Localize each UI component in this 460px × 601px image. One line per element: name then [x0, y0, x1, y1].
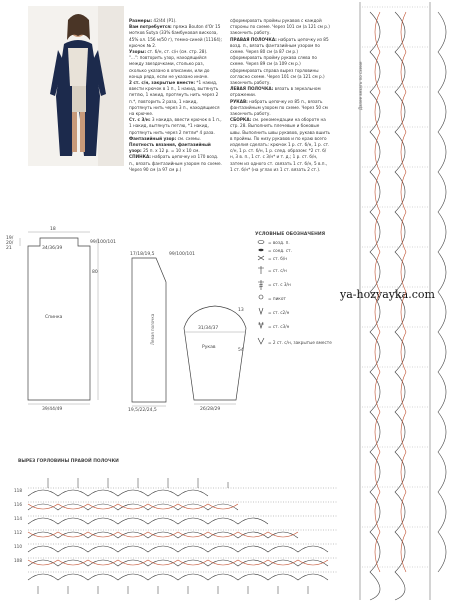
- need-label: Вам потребуется:: [129, 24, 172, 30]
- instructions-column-2: [230, 18, 330, 173]
- right-front-label: ПРАВАЯ ПОЛОЧКА:: [230, 36, 277, 42]
- assembly-label: СБОРКА:: [230, 117, 252, 123]
- sleeve-width-bottom: 26/28/29: [200, 407, 221, 412]
- assembly-value: см. рекомендации на обороте на стр. 28. Выполнить плечевые и боковые швы. Выполнить швы рукавов, рукава вшить в проймы. По низу рукавов и по краю всего изделия сделать: крючок 1 р. ст. б/н, 1 р. ст. с/н, 1 р. ст. б/н, 1 р. след. образом: *2 ст. б/н, 3 в. п., 1 ст. с 3/н* и т. д.; 1 р. ст. б/н, затем из одного ст. связать 1 ст. б/н, 5 в.п., 1 ст. б/н* (на углах из 1 ст. вязать 2 ст.).: [230, 117, 330, 172]
- fancy-label: Фантазийный узор:: [129, 135, 177, 141]
- density-value: 25 п. х 12 р. = 10 х 10 см.: [143, 148, 200, 154]
- left-front-value: вязать в зеркальном отражении.: [230, 86, 321, 98]
- back-label: СПИНКА:: [129, 154, 151, 160]
- row-number: 116: [14, 502, 22, 507]
- back-arm-height: 80: [92, 270, 98, 275]
- right-front-value: набрать цепочку из 85 возд. п., вязать фантазийным узором по схеме. Через 80 см (а 87 см р.) сформировать пройму рукава слева по схеме. Через 89 см (а 109 см р.) сформировать справа вырез горловины согласно схеме. Через 101 см (а 121 см р.) закончить работу.: [230, 36, 329, 86]
- front-label: Левая полочка: [150, 313, 155, 345]
- row-number: 110: [14, 544, 22, 549]
- sizes-label: Размеры:: [129, 18, 153, 23]
- back-height-total: 99/100/101: [90, 240, 116, 245]
- repeat-note: "...": повторить узор, находящийся между звездочками, столько раз, сколько указано в описании, или до конца ряда, если не указано иначе.: [129, 55, 210, 79]
- dc3-value: 3 накида, ввести крючок в 1 п., 1 накид, вытянуть петлю, *1 накид, протянуть нить через 2 петли* 4 раза.: [129, 117, 222, 135]
- front-height: 99/100/101: [169, 252, 195, 257]
- legend-chain: = возд. п.: [268, 240, 290, 245]
- back-top-dim: 18: [50, 227, 56, 232]
- row-number: 114: [14, 516, 22, 521]
- front-top-dims: 17/18/19,5: [130, 252, 155, 257]
- legend-dc3: = ст. с3/н: [268, 324, 290, 329]
- back-schematic: [18, 228, 108, 408]
- legend-dc2: = ст. с2/н: [268, 310, 290, 315]
- sleeve-schematic: [180, 300, 250, 410]
- back-value: набрать цепочку из 170 возд. п., вязать фантазийным узором по схеме. Через 90 см (а 97 см р.): [129, 154, 222, 172]
- back-width-top: 34/36/39: [42, 246, 63, 251]
- back-continued: сформировать проймы рукавов с каждой стороны по схеме. Через 101 см (а 121 см р.) закончить работу.: [230, 18, 330, 36]
- row-number: 112: [14, 530, 22, 535]
- row-number: 118: [14, 488, 22, 493]
- need-value: пряжа Bouton d'Or 15 мотков Sutya (33% бамбуковая вискоза, 45% ол. 156 м/50 г), темно-синей (11164); крючок № 2.: [129, 24, 222, 48]
- bottom-crochet-chart: [28, 468, 346, 596]
- back-left-dims: 19/ 20/ 21: [6, 236, 14, 251]
- sleeve-value: набрать цепочку из 85 п., вязать фантазийным узором по схеме. Через 50 см закончить работу.: [230, 98, 328, 117]
- model-photo: [28, 6, 124, 166]
- legend-title: УСЛОВНЫЕ ОБОЗНАЧЕНИЯ: [255, 232, 326, 237]
- left-front-label: ЛЕВАЯ ПОЛОЧКА:: [230, 86, 274, 92]
- dc2-label: 2 ст. с/н, закрытые вместе:: [129, 80, 196, 86]
- legend-symbols: [255, 238, 267, 348]
- model-illustration: [28, 6, 124, 166]
- legend-picot: = пикот: [268, 296, 286, 301]
- front-width-bottom: 19,5/22/24,5: [128, 408, 157, 413]
- right-crochet-chart: [350, 2, 458, 600]
- legend-tr: = ст. с 3/н: [268, 282, 291, 287]
- dc3-label: Ст. с 3/н:: [129, 117, 151, 123]
- sleeve-label: Рукав: [202, 345, 216, 350]
- legend-dc2tog: = 2 ст. с/н, закрытые вместе: [268, 340, 332, 345]
- sleeve-label: РУКАВ:: [230, 98, 248, 104]
- density-label: Плотность вязания, фантазийный узор:: [129, 142, 211, 154]
- legend-slip: = соед. ст.: [268, 248, 292, 253]
- back-width-bottom: 39/44/49: [42, 407, 63, 412]
- legend-dc: = ст. с/н: [268, 268, 287, 273]
- row-numbers: [14, 484, 22, 568]
- sizes-value: 42/44 (P1).: [153, 18, 177, 23]
- sleeve-top-width: 31/34/37: [198, 326, 219, 331]
- sleeve-cap: 13: [238, 308, 244, 313]
- dc2-value: *1 накид, ввести крючок в 1 п., 1 накид, вытянуть петлю, 1 накид, протянуть нить через 2 п.*, повторить 2 раза, 1 накид, протянуть нить через 3 п., находящиеся на крючке.: [129, 80, 220, 117]
- row-number: 108: [14, 558, 22, 563]
- back-label: Спинка: [45, 315, 63, 320]
- bottom-chart-title: ВЫРЕЗ ГОРЛОВИНЫ ПРАВОЙ ПОЛОЧКИ: [18, 459, 119, 464]
- site-watermark: ya-hozyayka.com: [340, 288, 435, 301]
- sleeve-height: 54: [238, 348, 244, 353]
- fancy-value: см. схемы.: [177, 135, 201, 141]
- patterns-label: Узоры:: [129, 49, 146, 55]
- right-chart-note: Далее вязать по схеме: [358, 61, 363, 110]
- instructions-column-1: [129, 18, 222, 173]
- patterns-value: ст. б/н, ст. с/н (см. стр. 28).: [147, 49, 208, 55]
- legend-sc: = ст. б/н: [268, 256, 287, 261]
